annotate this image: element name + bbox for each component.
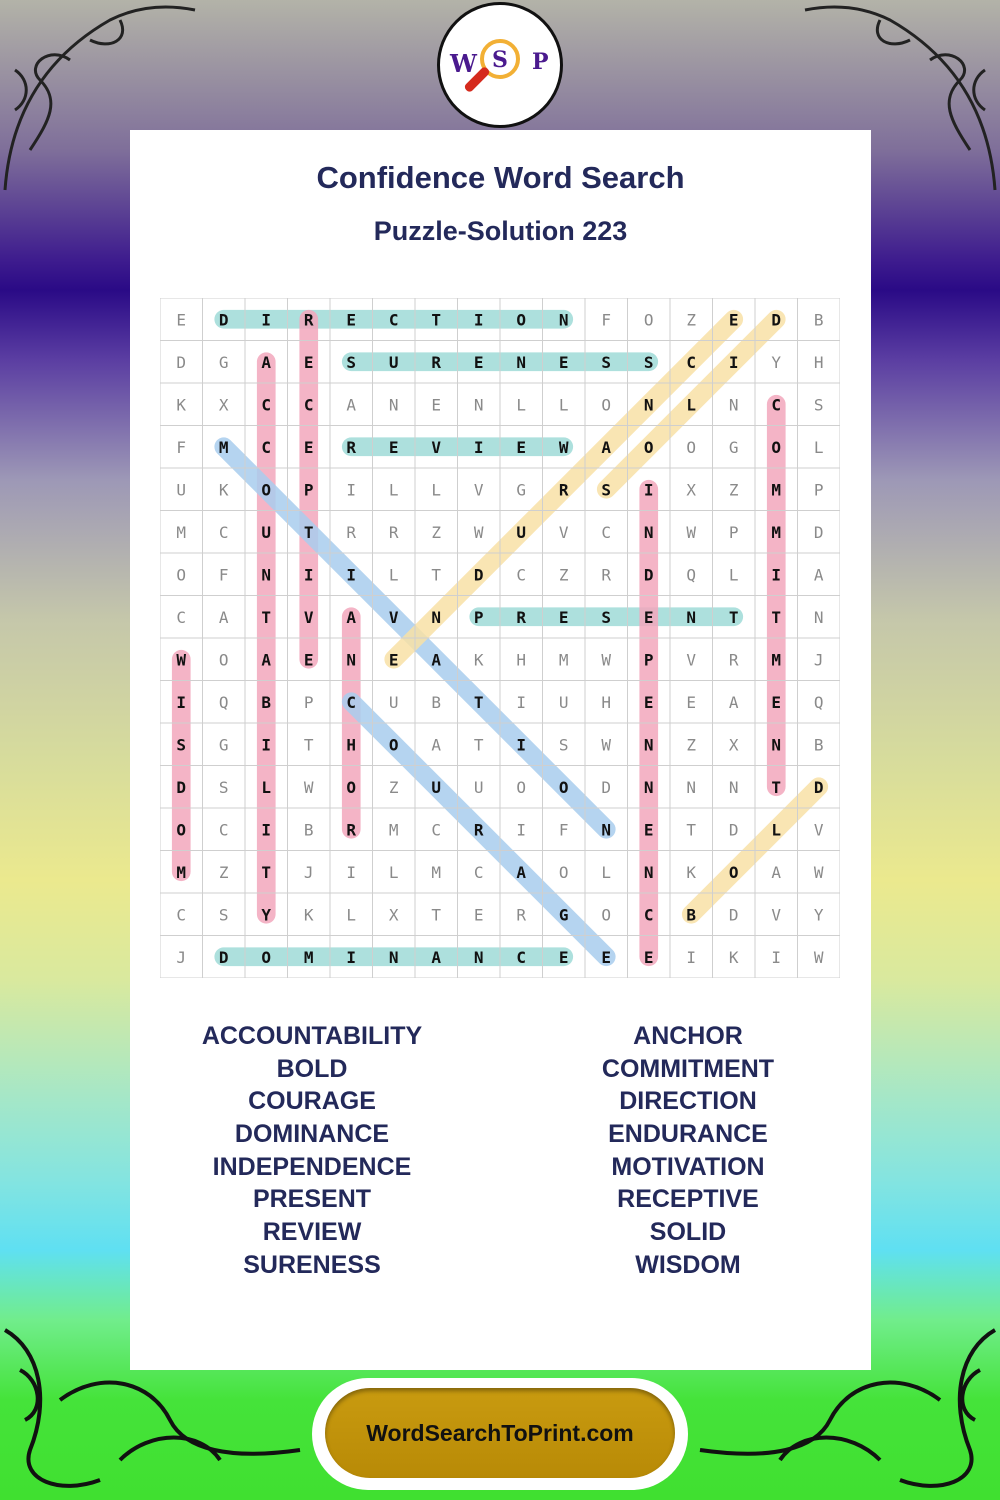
grid-cell-letter[interactable]: I — [771, 947, 782, 967]
grid-cell-letter[interactable]: O — [686, 437, 697, 457]
grid-cell-letter[interactable]: M — [176, 522, 187, 542]
grid-cell-letter[interactable]: Z — [728, 480, 739, 500]
grid-cell-letter[interactable]: B — [431, 692, 442, 712]
grid-cell-letter[interactable]: Q — [218, 692, 229, 712]
grid-cell-letter[interactable]: E — [643, 607, 654, 627]
grid-cell-letter[interactable]: S — [218, 777, 229, 797]
grid-cell-letter[interactable]: D — [218, 310, 229, 330]
grid-cell-letter[interactable]: V — [686, 650, 697, 670]
grid-cell-letter[interactable]: K — [473, 650, 484, 670]
grid-cell-letter[interactable]: S — [601, 352, 612, 372]
word-list-item: ANCHOR — [633, 1022, 743, 1050]
grid-cell-letter[interactable]: O — [388, 735, 399, 755]
grid-cell-letter[interactable]: X — [686, 480, 697, 500]
grid-cell-letter[interactable]: D — [813, 522, 824, 542]
grid-cell-letter[interactable]: H — [601, 692, 612, 712]
grid-cell-letter[interactable]: C — [473, 862, 484, 882]
grid-cell-letter[interactable]: X — [388, 905, 399, 925]
grid-cell-letter[interactable]: A — [431, 947, 442, 967]
grid-cell-letter[interactable]: V — [303, 607, 314, 627]
grid-cell-letter[interactable]: G — [558, 905, 569, 925]
grid-cell-letter[interactable]: C — [261, 395, 272, 415]
grid-cell-letter[interactable]: S — [643, 352, 654, 372]
grid-cell-letter[interactable]: C — [303, 395, 314, 415]
grid-cell-letter[interactable]: S — [558, 735, 569, 755]
grid-cell-letter[interactable]: W — [176, 650, 187, 670]
grid-cell-letter[interactable]: O — [643, 310, 654, 330]
grid-cell-letter[interactable]: B — [813, 310, 824, 330]
word-list-item: PRESENT — [252, 1185, 372, 1214]
grid-cell-letter[interactable]: E — [516, 437, 527, 457]
page-title: Confidence Word Search — [316, 160, 685, 195]
grid-cell-letter[interactable]: M — [558, 650, 569, 670]
grid-cell-letter[interactable]: X — [728, 735, 739, 755]
grid-cell-letter[interactable]: N — [346, 650, 357, 670]
grid-cell-letter[interactable]: N — [643, 777, 654, 797]
grid-cell-letter[interactable]: O — [601, 395, 612, 415]
grid-cell-letter[interactable]: S — [601, 480, 612, 500]
grid-cell-letter[interactable]: G — [728, 437, 739, 457]
grid-cell-letter[interactable]: F — [218, 565, 229, 585]
grid-cell-letter[interactable]: M — [771, 650, 782, 670]
grid-cell-letter[interactable]: I — [473, 310, 484, 330]
grid-cell-letter[interactable]: N — [558, 310, 569, 330]
grid-cell-letter[interactable]: B — [261, 692, 272, 712]
grid-cell-letter[interactable]: A — [813, 565, 824, 585]
grid-cell-letter[interactable]: L — [728, 565, 739, 585]
grid-cell-letter[interactable]: C — [516, 947, 527, 967]
word-list-item: MOTIVATION — [611, 1152, 765, 1181]
grid-cell-letter[interactable]: O — [176, 820, 187, 840]
grid-cell-letter[interactable]: E — [303, 650, 314, 670]
grid-cell-letter[interactable]: Y — [771, 352, 782, 372]
grid-cell-letter[interactable]: C — [643, 905, 654, 925]
grid-cell-letter[interactable]: C — [771, 395, 782, 415]
grid-cell-letter[interactable]: J — [176, 947, 187, 967]
grid-cell-letter[interactable]: P — [813, 480, 824, 500]
grid-cell-letter[interactable]: E — [558, 947, 569, 967]
grid-cell-letter[interactable]: I — [346, 862, 357, 882]
grid-cell-letter[interactable]: I — [516, 820, 527, 840]
grid-cell-letter[interactable]: T — [261, 862, 272, 882]
grid-cell-letter[interactable]: V — [771, 905, 782, 925]
grid-cell-letter[interactable]: U — [516, 522, 527, 542]
grid-cell-letter[interactable]: F — [601, 310, 612, 330]
grid-cell-letter[interactable]: A — [261, 352, 272, 372]
grid-cell-letter[interactable]: O — [516, 310, 527, 330]
grid-cell-letter[interactable]: Z — [686, 735, 697, 755]
grid-cell-letter[interactable]: E — [728, 310, 739, 330]
grid-cell-letter[interactable]: N — [473, 947, 484, 967]
logo-letter-s: S — [492, 47, 508, 73]
grid-cell-letter[interactable]: L — [388, 565, 399, 585]
word-list-left — [142, 1020, 482, 1282]
grid-cell-letter[interactable]: E — [686, 692, 697, 712]
grid-cell-letter[interactable]: W — [473, 522, 484, 542]
grid-cell-letter[interactable]: I — [346, 480, 357, 500]
grid-cell-letter[interactable]: D — [813, 777, 824, 797]
grid-cell-letter[interactable]: I — [176, 692, 187, 712]
grid-cell-letter[interactable]: L — [261, 777, 272, 797]
grid-cell-letter[interactable]: K — [218, 480, 229, 500]
word-list-item: ENDURANCE — [608, 1120, 768, 1149]
grid-cell-letter[interactable]: W — [813, 947, 824, 967]
grid-cell-letter[interactable]: E — [473, 352, 484, 372]
grid-cell-letter[interactable]: E — [346, 310, 357, 330]
grid-cell-letter[interactable]: N — [643, 862, 654, 882]
word-list-item: COURAGE — [248, 1087, 376, 1116]
word-list-right — [518, 1020, 858, 1282]
grid-cell-letter[interactable]: O — [728, 862, 739, 882]
grid-cell-letter[interactable]: A — [431, 650, 442, 670]
grid-cell-letter[interactable]: R — [473, 820, 484, 840]
grid-cell-letter[interactable]: V — [813, 820, 824, 840]
grid-cell-letter[interactable]: Z — [388, 777, 399, 797]
grid-cell-letter[interactable]: C — [261, 437, 272, 457]
grid-cell-letter[interactable]: J — [813, 650, 824, 670]
grid-cell-letter[interactable]: B — [813, 735, 824, 755]
grid-cell-letter[interactable]: E — [558, 607, 569, 627]
grid-cell-letter[interactable]: T — [728, 607, 739, 627]
grid-cell-letter[interactable]: D — [218, 947, 229, 967]
grid-cell-letter[interactable]: A — [218, 607, 229, 627]
grid-cell-letter[interactable]: U — [473, 777, 484, 797]
grid-cell-letter[interactable]: M — [431, 862, 442, 882]
grid-cell-letter[interactable]: R — [346, 522, 357, 542]
grid-cell-letter[interactable]: L — [601, 862, 612, 882]
grid-cell-letter[interactable]: D — [771, 310, 782, 330]
grid-cell-letter[interactable]: W — [601, 735, 612, 755]
grid-cell-letter[interactable]: N — [388, 947, 399, 967]
grid-cell-letter[interactable]: P — [473, 607, 484, 627]
grid-cell-letter[interactable]: P — [643, 650, 654, 670]
grid-cell-letter[interactable]: I — [346, 565, 357, 585]
footer-site-link[interactable]: WordSearchToPrint.com — [366, 1420, 634, 1446]
grid-cell-letter[interactable]: O — [261, 947, 272, 967]
grid-cell-letter[interactable]: C — [601, 522, 612, 542]
grid-cell-letter[interactable]: O — [558, 777, 569, 797]
grid-cell-letter[interactable]: I — [516, 692, 527, 712]
grid-cell-letter[interactable]: I — [771, 565, 782, 585]
grid-cell-letter[interactable]: U — [388, 692, 399, 712]
grid-cell-letter[interactable]: O — [643, 437, 654, 457]
grid-cell-letter[interactable]: E — [388, 650, 399, 670]
grid-cell-letter[interactable]: N — [643, 522, 654, 542]
word-list-item: SOLID — [649, 1218, 727, 1247]
grid-cell-letter[interactable]: E — [431, 395, 442, 415]
grid-cell-letter[interactable]: W — [601, 650, 612, 670]
grid-cell-letter[interactable]: H — [813, 352, 824, 372]
grid-cell-letter[interactable]: E — [473, 905, 484, 925]
grid-cell-letter[interactable]: C — [218, 820, 229, 840]
grid-cell-letter[interactable]: L — [771, 820, 782, 840]
grid-cell-letter[interactable]: M — [771, 480, 782, 500]
grid-cell-letter[interactable]: N — [388, 395, 399, 415]
word-list-item: ACCOUNTABILITY — [201, 1022, 423, 1050]
grid-cell-letter[interactable]: E — [771, 692, 782, 712]
grid-cell-letter[interactable]: T — [686, 820, 697, 840]
grid-cell-letter[interactable]: Q — [813, 692, 824, 712]
grid-cell-letter[interactable]: T — [303, 735, 314, 755]
grid-cell-letter[interactable]: O — [346, 777, 357, 797]
grid-cell-letter[interactable]: E — [643, 820, 654, 840]
grid-cell-letter[interactable]: C — [686, 352, 697, 372]
grid-cell-letter[interactable]: M — [771, 522, 782, 542]
grid-cell-letter[interactable]: T — [771, 607, 782, 627]
grid-cell-letter[interactable]: U — [176, 480, 187, 500]
grid-cell-letter[interactable]: N — [813, 607, 824, 627]
grid-cell-letter[interactable]: N — [643, 735, 654, 755]
grid-cell-letter[interactable]: K — [303, 905, 314, 925]
grid-cell-letter[interactable]: N — [771, 735, 782, 755]
grid-cell-letter[interactable]: L — [516, 395, 527, 415]
logo-letter-w: W — [450, 49, 477, 78]
grid-cell-letter[interactable]: D — [728, 905, 739, 925]
grid-cell-letter[interactable]: L — [558, 395, 569, 415]
grid-cell-letter[interactable]: R — [431, 352, 442, 372]
grid-cell-letter[interactable]: N — [643, 395, 654, 415]
grid-cell-letter[interactable]: Z — [431, 522, 442, 542]
grid-cell-letter[interactable]: L — [431, 480, 442, 500]
grid-cell-letter[interactable]: C — [176, 905, 187, 925]
grid-cell-letter[interactable]: D — [473, 565, 484, 585]
grid-cell-letter[interactable]: C — [346, 692, 357, 712]
grid-cell-letter[interactable]: H — [346, 735, 357, 755]
grid-cell-letter[interactable]: R — [601, 565, 612, 585]
grid-cell-letter[interactable]: O — [516, 777, 527, 797]
grid-cell-letter[interactable]: R — [558, 480, 569, 500]
grid-cell-letter[interactable]: I — [643, 480, 654, 500]
grid-cell-letter[interactable]: A — [346, 395, 357, 415]
grid-cell-letter[interactable]: A — [728, 692, 739, 712]
grid-cell-letter[interactable]: B — [686, 905, 697, 925]
grid-cell-letter[interactable]: P — [303, 692, 314, 712]
grid-cell-letter[interactable]: I — [303, 565, 314, 585]
grid-cell-letter[interactable]: A — [771, 862, 782, 882]
grid-cell-letter[interactable]: D — [728, 820, 739, 840]
grid-cell-letter[interactable]: N — [601, 820, 612, 840]
grid-cell-letter[interactable]: U — [558, 692, 569, 712]
grid-cell-letter[interactable]: E — [643, 692, 654, 712]
grid-cell-letter[interactable]: P — [728, 522, 739, 542]
grid-cell-letter[interactable]: L — [686, 395, 697, 415]
grid-cell-letter[interactable]: D — [176, 777, 187, 797]
grid-cell-letter[interactable]: N — [516, 352, 527, 372]
grid-cell-letter[interactable]: V — [558, 522, 569, 542]
grid-cell-letter[interactable]: O — [558, 862, 569, 882]
grid-cell-letter[interactable]: N — [261, 565, 272, 585]
grid-cell-letter[interactable]: V — [473, 480, 484, 500]
grid-cell-letter[interactable]: R — [303, 310, 314, 330]
grid-cell-letter[interactable]: J — [303, 862, 314, 882]
grid-cell-letter[interactable]: B — [303, 820, 314, 840]
grid-cell-letter[interactable]: T — [303, 522, 314, 542]
grid-cell-letter[interactable]: C — [388, 310, 399, 330]
grid-cell-letter[interactable]: M — [218, 437, 229, 457]
grid-cell-letter[interactable]: N — [473, 395, 484, 415]
grid-cell-letter[interactable]: N — [686, 607, 697, 627]
grid-cell-letter[interactable]: Z — [558, 565, 569, 585]
grid-cell-letter[interactable]: T — [473, 735, 484, 755]
grid-cell-letter[interactable]: R — [516, 905, 527, 925]
page-subtitle: Puzzle-Solution 223 — [373, 216, 628, 246]
word-list-item: SURENESS — [243, 1250, 381, 1279]
grid-cell-letter[interactable]: T — [261, 607, 272, 627]
grid-cell-letter[interactable]: K — [686, 862, 697, 882]
grid-cell-letter[interactable]: V — [388, 607, 399, 627]
word-list-item: DIRECTION — [619, 1087, 757, 1116]
grid-cell-letter[interactable]: T — [431, 565, 442, 585]
grid-cell-letter[interactable]: G — [218, 735, 229, 755]
grid-cell-letter[interactable]: A — [516, 862, 527, 882]
grid-cell-letter[interactable]: R — [388, 522, 399, 542]
grid-cell-letter[interactable]: L — [346, 905, 357, 925]
grid-cell-letter[interactable]: W — [303, 777, 314, 797]
grid-cell-letter[interactable]: N — [728, 395, 739, 415]
grid-cell-letter[interactable]: W — [813, 862, 824, 882]
grid-cell-letter[interactable]: S — [218, 905, 229, 925]
grid-cell-letter[interactable]: O — [261, 480, 272, 500]
grid-cell-letter[interactable]: O — [218, 650, 229, 670]
grid-cell-letter[interactable]: Y — [813, 905, 824, 925]
word-list-item: REVIEW — [262, 1218, 362, 1247]
grid-cell-letter[interactable]: G — [218, 352, 229, 372]
grid-cell-letter[interactable]: A — [261, 650, 272, 670]
grid-cell-letter[interactable]: M — [176, 862, 187, 882]
grid-cell-letter[interactable]: S — [346, 352, 357, 372]
grid-cell-letter[interactable]: I — [261, 735, 272, 755]
grid-cell-letter[interactable]: F — [558, 820, 569, 840]
grid-cell-letter[interactable]: Z — [218, 862, 229, 882]
grid-cell-letter[interactable]: W — [686, 522, 697, 542]
grid-cell-letter[interactable]: E — [558, 352, 569, 372]
grid-cell-letter[interactable]: Z — [686, 310, 697, 330]
grid-cell-letter[interactable]: E — [176, 310, 187, 330]
grid-cell-letter[interactable]: U — [388, 352, 399, 372]
grid-cell-letter[interactable]: S — [813, 395, 824, 415]
grid-cell-letter[interactable]: L — [388, 862, 399, 882]
grid-cell-letter[interactable]: E — [601, 947, 612, 967]
grid-cell-letter[interactable]: A — [346, 607, 357, 627]
grid-cell-letter[interactable]: F — [176, 437, 187, 457]
grid-cell-letter[interactable]: H — [516, 650, 527, 670]
grid-cell-letter[interactable]: I — [261, 310, 272, 330]
grid-cell-letter[interactable]: M — [303, 947, 314, 967]
grid-cell-letter[interactable]: R — [516, 607, 527, 627]
grid-cell-letter[interactable]: C — [516, 565, 527, 585]
grid-cell-letter[interactable]: R — [346, 437, 357, 457]
grid-cell-letter[interactable]: N — [431, 607, 442, 627]
grid-cell-letter[interactable]: W — [558, 437, 569, 457]
grid-cell-letter[interactable]: X — [218, 395, 229, 415]
grid-cell-letter[interactable]: V — [431, 437, 442, 457]
grid-cell-letter[interactable]: I — [516, 735, 527, 755]
grid-cell-letter[interactable]: E — [303, 352, 314, 372]
grid-cell-letter[interactable]: A — [601, 437, 612, 457]
grid-cell-letter[interactable]: N — [686, 777, 697, 797]
grid-cell-letter[interactable]: L — [813, 437, 824, 457]
grid-cell-letter[interactable]: M — [388, 820, 399, 840]
grid-cell-letter[interactable]: S — [176, 735, 187, 755]
grid-cell-letter[interactable]: O — [771, 437, 782, 457]
grid-cell-letter[interactable]: Q — [686, 565, 697, 585]
word-list-item: DOMINANCE — [234, 1120, 390, 1149]
grid-cell-letter[interactable]: U — [261, 522, 272, 542]
grid-cell-letter[interactable]: T — [771, 777, 782, 797]
grid-cell-letter[interactable]: I — [686, 947, 697, 967]
grid-cell-letter[interactable]: D — [601, 777, 612, 797]
grid-cell-letter[interactable]: C — [218, 522, 229, 542]
grid-cell-letter[interactable]: T — [431, 905, 442, 925]
grid-cell-letter[interactable]: L — [388, 480, 399, 500]
grid-cell-letter[interactable]: C — [176, 607, 187, 627]
word-search-grid[interactable] — [160, 298, 840, 978]
grid-cell-letter[interactable]: I — [346, 947, 357, 967]
grid-cell-letter[interactable]: T — [431, 310, 442, 330]
grid-cell-letter[interactable]: T — [473, 692, 484, 712]
grid-cell-letter[interactable]: K — [176, 395, 187, 415]
logo-letter-p: P — [532, 49, 549, 75]
word-list-item: BOLD — [276, 1054, 348, 1083]
grid-cell-letter[interactable]: K — [728, 947, 739, 967]
grid-cell-letter[interactable]: C — [431, 820, 442, 840]
grid-cell-letter[interactable]: N — [728, 777, 739, 797]
grid-cell-letter[interactable]: S — [601, 607, 612, 627]
word-list-item: RECEPTIVE — [617, 1185, 759, 1214]
grid-cell-letter[interactable]: R — [728, 650, 739, 670]
word-list-item: INDEPENDENCE — [212, 1152, 412, 1181]
grid-cell-letter[interactable]: D — [643, 565, 654, 585]
word-list-item: COMMITMENT — [601, 1054, 775, 1083]
grid-cell-letter[interactable]: E — [643, 947, 654, 967]
grid-cell-letter[interactable]: E — [303, 437, 314, 457]
wsp-logo — [437, 2, 563, 128]
grid-cell-letter[interactable]: G — [516, 480, 527, 500]
word-list-item: WISDOM — [635, 1250, 741, 1279]
grid-cell-letter[interactable]: E — [388, 437, 399, 457]
grid-cell-letter[interactable]: Y — [261, 905, 272, 925]
grid-cell-letter[interactable]: P — [303, 480, 314, 500]
grid-cell-letter[interactable]: R — [346, 820, 357, 840]
grid-cell-letter[interactable]: I — [261, 820, 272, 840]
grid-cell-letter[interactable]: O — [601, 905, 612, 925]
grid-cell-letter[interactable]: I — [473, 437, 484, 457]
grid-cell-letter[interactable]: O — [176, 565, 187, 585]
grid-cell-letter[interactable]: U — [431, 777, 442, 797]
grid-cell-letter[interactable]: I — [728, 352, 739, 372]
grid-cell-letter[interactable]: D — [176, 352, 187, 372]
grid-cell-letter[interactable]: A — [431, 735, 442, 755]
